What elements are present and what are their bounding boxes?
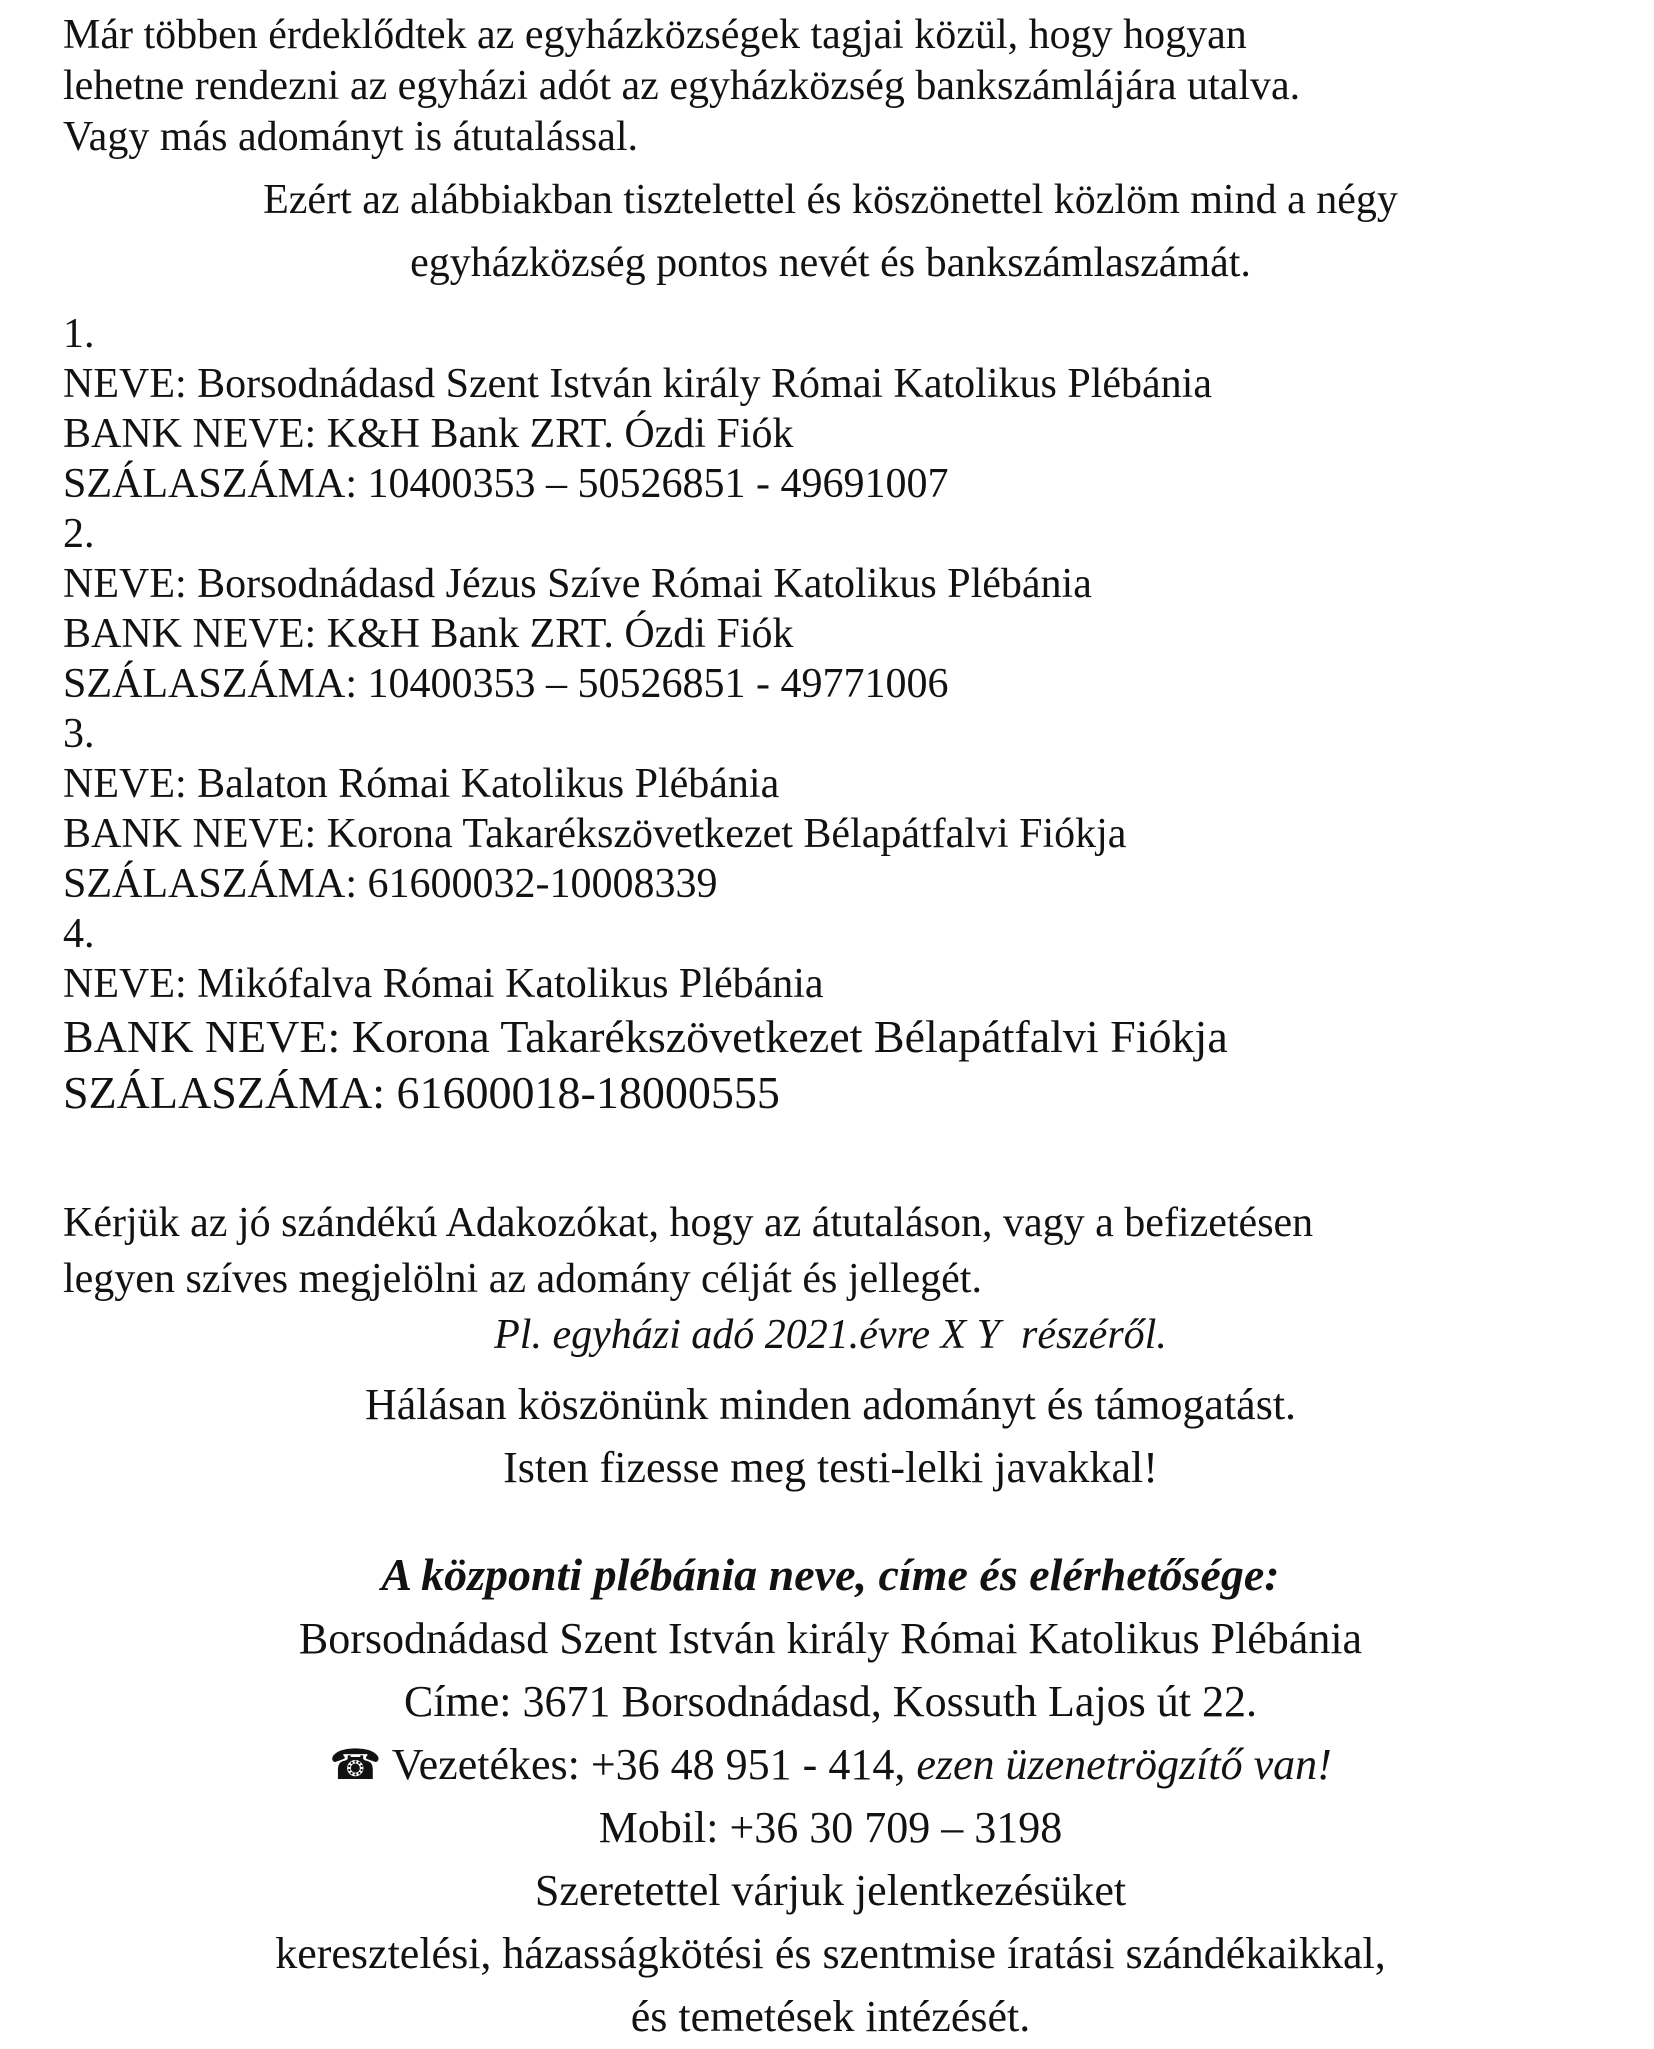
parish-item-1 bbox=[63, 309, 1598, 509]
landline-number: Vezetékes: +36 48 951 - 414, bbox=[391, 1740, 906, 1789]
parish-item-4 bbox=[63, 909, 1598, 1121]
parish-number: 4. bbox=[63, 911, 95, 957]
central-parish-address: Címe: 3671 Borsodnádasd, Kossuth Lajos út 22. bbox=[403, 1677, 1258, 1726]
closing-line-1: Szeretettel várjuk jelentkezésüket bbox=[534, 1866, 1127, 1915]
parish-account-number: SZÁLASZÁMA: 61600032-10008339 bbox=[63, 861, 718, 907]
parish-account-number: SZÁLASZÁMA: 10400353 – 50526851 - 49691007 bbox=[63, 461, 949, 507]
parish-list bbox=[63, 309, 1598, 1121]
request-line-1: Kérjük az jó szándékú Adakozókat, hogy az átutaláson, vagy a befizetésen bbox=[63, 1200, 1314, 1246]
request-line-2: legyen szíves megjelölni az adomány célját és jellegét. bbox=[63, 1256, 982, 1302]
announcement-paragraph bbox=[63, 169, 1598, 295]
answering-machine-note: ezen üzenetrögzítő van! bbox=[916, 1740, 1332, 1789]
thanks-paragraph bbox=[63, 1373, 1598, 1499]
intro-line-1: Már többen érdeklődtek az egyházközségek tagjai közül, hogy hogyan bbox=[63, 12, 1247, 58]
central-parish-contact bbox=[63, 1607, 1598, 2048]
donation-example-line: Pl. egyházi adó 2021.évre X Y részéről. bbox=[494, 1312, 1167, 1358]
parish-bank-name: BANK NEVE: Korona Takarékszövetkezet Bélapátfalvi Fiókja bbox=[63, 1011, 1228, 1062]
thanks-line-1: Hálásan köszönünk minden adományt és támogatást. bbox=[364, 1380, 1297, 1429]
request-paragraph bbox=[63, 1195, 1598, 1307]
parish-name: NEVE: Borsodnádasd Jézus Szíve Római Katolikus Plébánia bbox=[63, 561, 1092, 607]
parish-item-3 bbox=[63, 709, 1598, 909]
parish-number: 2. bbox=[63, 511, 95, 557]
closing-line-2: keresztelési, házasságkötési és szentmise íratási szándékaikkal, bbox=[275, 1929, 1386, 1978]
parish-account-number: SZÁLASZÁMA: 10400353 – 50526851 - 49771006 bbox=[63, 661, 949, 707]
announcement-line-1: Ezért az alábbiakban tisztelettel és köszönettel közlöm mind a négy bbox=[263, 177, 1398, 223]
closing-line-3: és temetések intézését. bbox=[630, 1992, 1031, 2041]
parish-bank-name: BANK NEVE: K&H Bank ZRT. Ózdi Fiók bbox=[63, 611, 794, 657]
mobile-number: Mobil: +36 30 709 – 3198 bbox=[598, 1803, 1063, 1852]
central-parish-name: Borsodnádasd Szent István király Római Katolikus Plébánia bbox=[298, 1614, 1363, 1663]
telephone-icon: ☎ bbox=[329, 1740, 382, 1789]
parish-account-number: SZÁLASZÁMA: 61600018-18000555 bbox=[63, 1067, 780, 1118]
thanks-line-2: Isten fizesse meg testi-lelki javakkal! bbox=[503, 1443, 1158, 1492]
parish-item-2 bbox=[63, 509, 1598, 709]
central-parish-heading: A központi plébánia neve, címe és elérhetősége: bbox=[381, 1549, 1280, 1600]
intro-line-3: Vagy más adományt is átutalással. bbox=[63, 114, 639, 160]
intro-paragraph bbox=[63, 10, 1598, 163]
parish-name: NEVE: Borsodnádasd Szent István király Római Katolikus Plébánia bbox=[63, 361, 1212, 407]
parish-bank-name: BANK NEVE: K&H Bank ZRT. Ózdi Fiók bbox=[63, 411, 794, 457]
parish-bank-name: BANK NEVE: Korona Takarékszövetkezet Bélapátfalvi Fiókja bbox=[63, 811, 1127, 857]
parish-name: NEVE: Balaton Római Katolikus Plébánia bbox=[63, 761, 780, 807]
intro-line-2: lehetne rendezni az egyházi adót az egyházközség bankszámlájára utalva. bbox=[63, 63, 1301, 109]
parish-name: NEVE: Mikófalva Római Katolikus Plébánia bbox=[63, 961, 824, 1007]
announcement-line-2: egyházközség pontos nevét és bankszámlaszámát. bbox=[410, 240, 1251, 286]
landline-line bbox=[63, 1733, 1598, 1796]
parish-number: 3. bbox=[63, 711, 95, 757]
parish-number: 1. bbox=[63, 311, 95, 357]
